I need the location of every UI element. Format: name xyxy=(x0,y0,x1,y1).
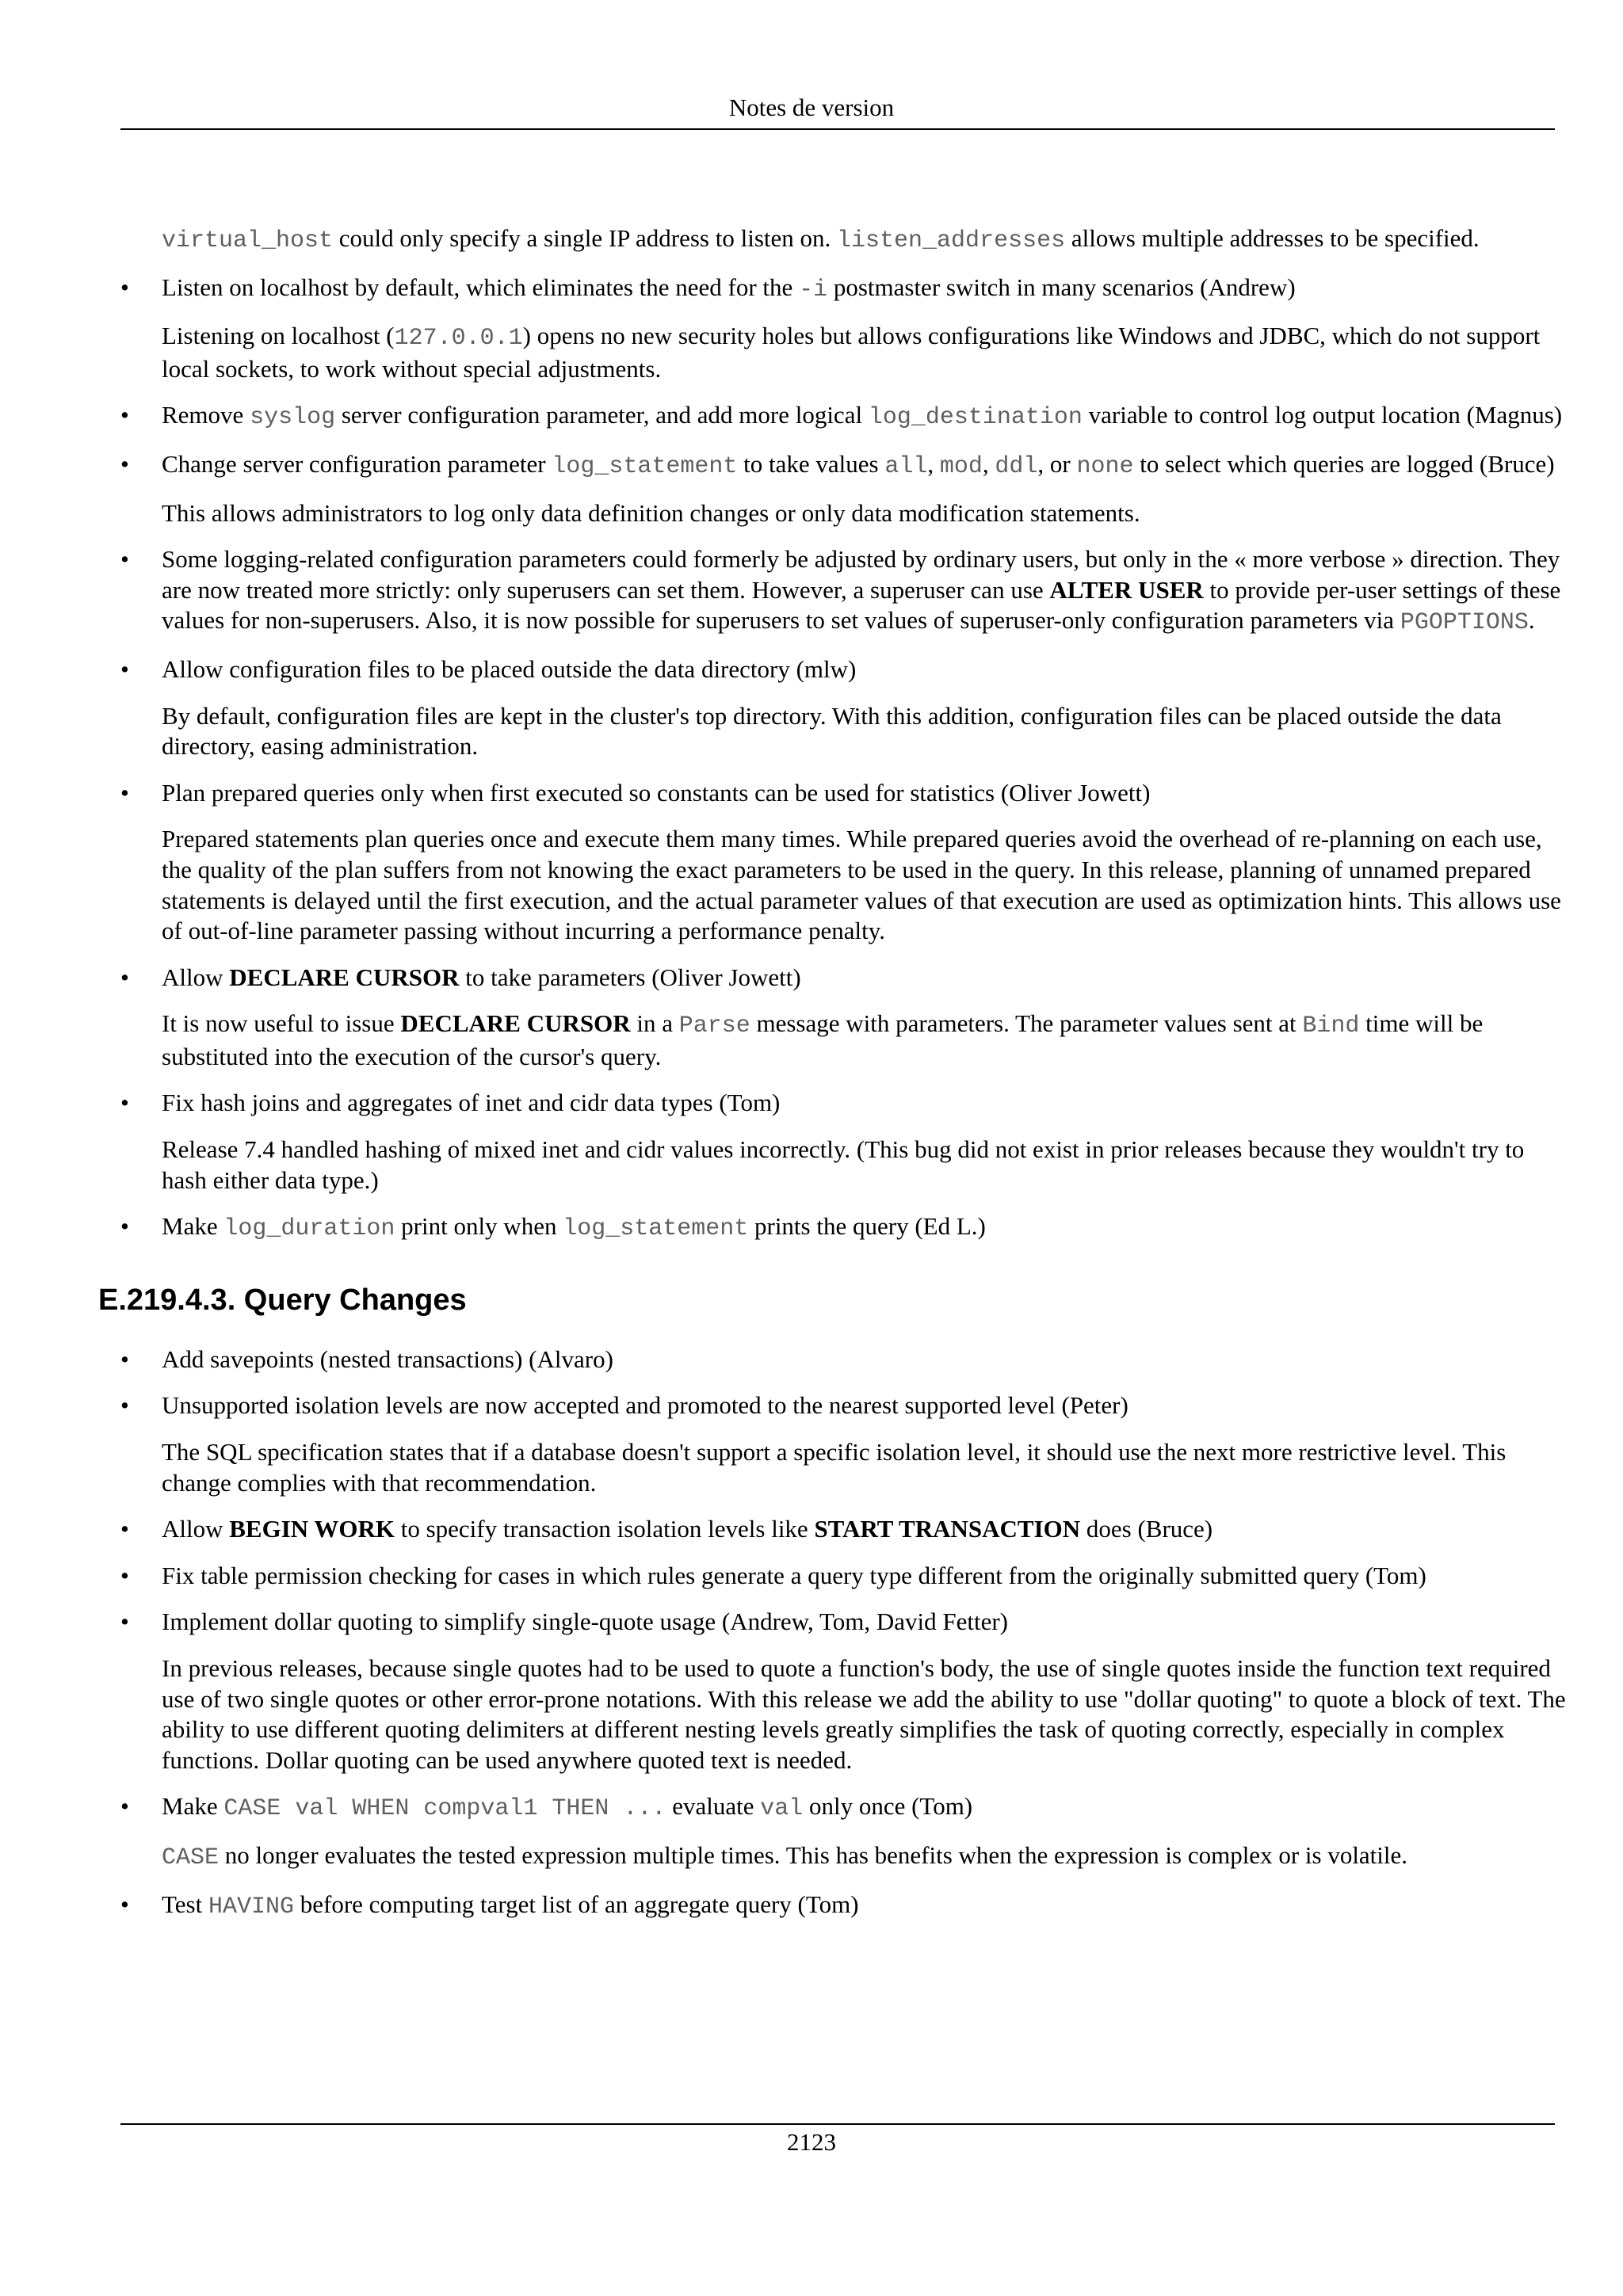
inline-code: listen_addresses xyxy=(837,227,1066,254)
text-run: allows multiple addresses to be specified. xyxy=(1065,224,1480,252)
list-item-text xyxy=(162,1390,1571,1421)
text-run: evaluate xyxy=(666,1792,761,1821)
text-run: Fix hash joins and aggregates of inet and cidr data types (Tom) xyxy=(162,1089,781,1117)
inline-code: -i xyxy=(799,276,828,303)
text-run: , xyxy=(927,449,940,478)
text-run: only once (Tom) xyxy=(803,1792,973,1821)
inline-code: all xyxy=(884,452,928,480)
list-item-text xyxy=(162,1514,1571,1545)
page-number: 2123 xyxy=(787,2128,836,2156)
inline-code: val xyxy=(760,1795,804,1823)
list-item-text xyxy=(162,1344,1571,1375)
text-run: Make xyxy=(162,1792,224,1821)
text-run: to specify transaction isolation levels like xyxy=(394,1515,815,1543)
list-item xyxy=(120,1514,1571,1545)
bold-command: BEGIN WORK xyxy=(229,1515,395,1543)
text-run: server configuration parameter, and add more logical xyxy=(335,401,869,429)
list-item-detail xyxy=(162,1135,1571,1196)
text-run: Test xyxy=(162,1890,208,1918)
inline-code: log_duration xyxy=(223,1215,395,1243)
text-run: The SQL specification states that if a database doesn't support a specific isolation level, it should use the next more restrictive level. This change complies with that recommendation. xyxy=(162,1438,1507,1497)
inline-code: Parse xyxy=(678,1013,750,1040)
inline-code: mod xyxy=(939,452,983,480)
text-run: Change server configuration parameter xyxy=(162,449,552,478)
bold-command: DECLARE CURSOR xyxy=(400,1009,631,1038)
text-run: could only specify a single IP address to listen on. xyxy=(333,224,838,252)
text-run: before computing target list of an aggregate query (Tom) xyxy=(294,1890,859,1918)
list-item xyxy=(120,1088,1571,1196)
inline-code: log_statement xyxy=(563,1215,749,1243)
text-run: to take values xyxy=(737,449,885,478)
inline-code: log_destination xyxy=(868,404,1083,432)
list-item-text xyxy=(162,1791,1571,1825)
inline-code: ddl xyxy=(995,452,1038,480)
text-run: to take parameters (Oliver Jowett) xyxy=(459,963,801,991)
bullet-icon: • xyxy=(120,1391,129,1420)
text-run: Fix table permission checking for cases in which rules generate a query type different from the originally submitted query (Tom) xyxy=(162,1561,1426,1589)
bold-command: DECLARE CURSOR xyxy=(229,963,460,991)
list-item-text xyxy=(162,273,1571,306)
text-run: . xyxy=(1528,606,1535,635)
bullet-icon: • xyxy=(120,273,129,301)
header-rule xyxy=(120,128,1555,130)
list-item-detail xyxy=(162,1653,1571,1775)
list-item-text xyxy=(162,963,1571,994)
inline-code: 127.0.0.1 xyxy=(394,325,523,353)
list-item xyxy=(120,400,1571,433)
list-item xyxy=(120,1890,1571,1923)
bullet-icon: • xyxy=(120,963,129,991)
inline-code: Bind xyxy=(1302,1013,1360,1040)
list-item-text xyxy=(162,1890,1571,1923)
bullet-icon: • xyxy=(120,1608,129,1636)
list-item-text xyxy=(162,449,1571,482)
text-run: postmaster switch in many scenarios (Andrew) xyxy=(827,273,1296,301)
bullet-icon: • xyxy=(120,1890,129,1918)
text-run: , xyxy=(982,449,995,478)
list-item-text xyxy=(162,1561,1571,1592)
list-item-detail xyxy=(162,321,1571,384)
list-item-detail xyxy=(162,701,1571,762)
text-run: Make xyxy=(162,1212,224,1241)
bullet-icon: • xyxy=(120,654,129,683)
bullet-icon: • xyxy=(120,778,129,807)
list-item-text xyxy=(162,654,1571,685)
text-run: message with parameters. The parameter values sent at xyxy=(750,1009,1303,1038)
list-item xyxy=(120,1561,1571,1592)
list-item-text xyxy=(162,544,1571,639)
text-run: to provide per-user settings of these values for non-superusers. Also, it is now possible for superusers to set values of superuser-only configuration parameters via xyxy=(162,575,1561,635)
text-run: in a xyxy=(630,1009,679,1038)
text-run: Remove xyxy=(162,401,250,429)
list-item xyxy=(120,1390,1571,1498)
bullet-list-query xyxy=(120,1344,1571,1922)
list-item-text xyxy=(162,1088,1571,1119)
list-item-detail xyxy=(162,1437,1571,1498)
list-item xyxy=(120,778,1571,947)
inline-code: virtual_host xyxy=(162,227,334,254)
list-item-detail xyxy=(162,824,1571,946)
text-run: , or xyxy=(1037,449,1077,478)
list-item xyxy=(120,1211,1571,1245)
running-header: Notes de version xyxy=(728,93,895,121)
text-run: Add savepoints (nested transactions) (Alvaro) xyxy=(162,1344,613,1373)
text-run: Release 7.4 handled hashing of mixed inet and cidr values incorrectly. (This bug did not exist in prior releases because they wouldn't try to hash either data type.) xyxy=(162,1135,1525,1194)
bullet-icon: • xyxy=(120,1089,129,1117)
text-run: prints the query (Ed L.) xyxy=(748,1212,986,1241)
text-run: to select which queries are logged (Bruce) xyxy=(1133,449,1555,478)
inline-code: CASE xyxy=(162,1844,220,1871)
text-run: time will be substituted into the execution of the cursor's query. xyxy=(162,1009,1484,1070)
text-run: Allow xyxy=(162,1515,230,1543)
text-run: Plan prepared queries only when first executed so constants can be used for statistics (Oliver Jowett) xyxy=(162,778,1151,807)
bold-command: START TRANSACTION xyxy=(814,1515,1081,1543)
text-run: Some logging-related configuration parameters could formerly be adjusted by ordinary users, but only in the « more verbose » direction. They are now treated more strictly: only superusers can set them. However, a superuser can use xyxy=(162,545,1560,604)
list-item-text xyxy=(162,1211,1571,1245)
text-run: It is now useful to issue xyxy=(162,1009,401,1038)
text-run: In previous releases, because single quotes had to be used to quote a function's body, the use of single quotes inside the function text required use of two single quotes or other error-prone notations. With this release we add the ability to use "dollar quoting" to quote a block of text. The ability to use different quoting delimiters at different nesting levels greatly simplifies the task of quoting correctly, especially in complex functions. Dollar quoting can be used anywhere quoted text is needed. xyxy=(162,1654,1566,1774)
inline-code: HAVING xyxy=(208,1893,294,1920)
section-heading: E.219.4.3. Query Changes xyxy=(98,1283,467,1317)
bullet-icon: • xyxy=(120,449,129,478)
text-run: Listening on localhost ( xyxy=(162,322,395,350)
list-item-text xyxy=(162,400,1571,433)
text-run: Allow xyxy=(162,963,230,991)
inline-code: CASE val WHEN compval1 THEN ... xyxy=(223,1795,666,1823)
text-run: Implement dollar quoting to simplify single-quote usage (Andrew, Tom, David Fetter) xyxy=(162,1608,1008,1636)
list-item-text xyxy=(162,1607,1571,1638)
text-run: Listen on localhost by default, which eliminates the need for the xyxy=(162,273,800,301)
text-run: Unsupported isolation levels are now accepted and promoted to the nearest supported level (Peter) xyxy=(162,1391,1128,1420)
inline-code: none xyxy=(1076,452,1134,480)
list-item xyxy=(120,544,1571,639)
bullet-icon: • xyxy=(120,1561,129,1589)
bullet-icon: • xyxy=(120,401,129,429)
list-item xyxy=(120,1607,1571,1775)
text-run: no longer evaluates the tested expression multiple times. This has benefits when the expression is complex or is volatile. xyxy=(219,1840,1408,1869)
list-item xyxy=(120,654,1571,762)
bullet-icon: • xyxy=(120,1792,129,1821)
text-run: print only when xyxy=(395,1212,563,1241)
bullet-icon: • xyxy=(120,1344,129,1373)
list-item xyxy=(120,449,1571,528)
text-run: Prepared statements plan queries once and execute them many times. While prepared queries avoid the overhead of re-planning on each use, the quality of the plan suffers from not knowing the exact parameters to be used in the query. In this release, planning of unnamed prepared statements is delayed until the first execution, and the actual parameter values of that execution are used as optimization hints. This allows use of out-of-line parameter passing without incurring a performance penalty. xyxy=(162,825,1561,945)
page-content xyxy=(98,223,1571,1938)
intro-paragraph xyxy=(162,223,1571,257)
bold-command: ALTER USER xyxy=(1049,575,1204,604)
text-run: does (Bruce) xyxy=(1080,1515,1213,1543)
footer-rule xyxy=(120,2123,1555,2125)
text-run: variable to control log output location (Magnus) xyxy=(1082,401,1563,429)
list-item xyxy=(120,1791,1571,1873)
text-run: By default, configuration files are kept in the cluster's top directory. With this addition, configuration files can be placed outside the data directory, easing administration. xyxy=(162,701,1502,761)
bullet-icon: • xyxy=(120,1515,129,1543)
list-item-text xyxy=(162,778,1571,809)
bullet-list-config xyxy=(120,273,1571,1245)
text-run: ) opens no new security holes but allows configurations like Windows and JDBC, which do not support local sockets, to work without special adjustments. xyxy=(162,322,1541,383)
text-run: Allow configuration files to be placed outside the data directory (mlw) xyxy=(162,654,857,683)
inline-code: PGOPTIONS xyxy=(1400,609,1529,637)
bullet-icon: • xyxy=(120,1212,129,1241)
text-run: This allows administrators to log only data definition changes or only data modification statements. xyxy=(162,498,1140,527)
list-item-detail xyxy=(162,1009,1571,1072)
list-item xyxy=(120,273,1571,385)
list-item xyxy=(120,963,1571,1073)
bullet-icon: • xyxy=(120,545,129,574)
list-item xyxy=(120,1344,1571,1375)
list-item-detail xyxy=(162,1840,1571,1874)
inline-code: log_statement xyxy=(552,452,738,480)
list-item-detail xyxy=(162,498,1571,529)
inline-code: syslog xyxy=(250,404,336,432)
